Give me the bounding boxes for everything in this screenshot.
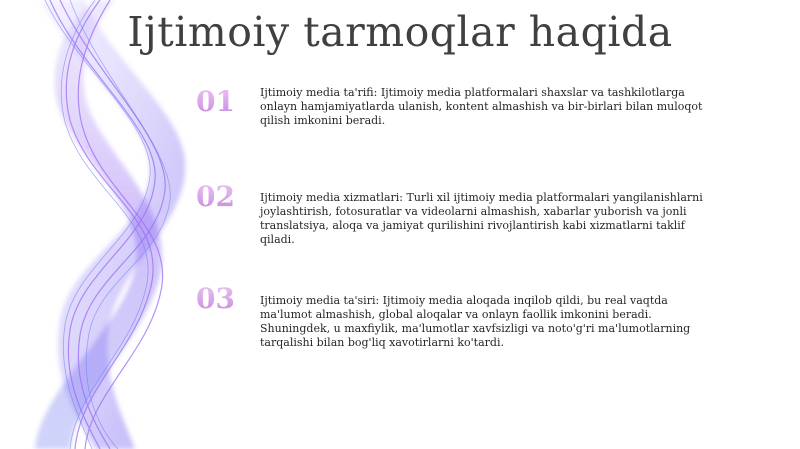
- item-number: 02: [196, 183, 242, 211]
- decorative-ribbon-graphic: [0, 0, 220, 449]
- item-number: 03: [196, 285, 242, 313]
- item-text: Ijtimoiy media ta'rifi: Ijtimoiy media platformalari shaxslar va tashkilotlarga onlayn hamjamiyatlarda ulanish, kontent almashish va bir-birlari bilan muloqot qilish imkonini beradi.: [260, 86, 703, 127]
- item-text: Ijtimoiy media xizmatlari: Turli xil ijtimoiy media platformalari yangilanishlarni joylashtirish, fotosuratlar va videolarni almashish, xabarlar yuborish va jonli translatsiya, aloqa va jamiyat qurilishini rivojlantirish kabi xizmatlarni taklif qiladi.: [260, 191, 703, 246]
- slide-title: Ijtimoiy tarmoqlar haqida: [127, 8, 673, 56]
- item-number: 01: [196, 88, 242, 116]
- item-text: Ijtimoiy media ta'siri: Ijtimoiy media aloqada inqilob qildi, bu real vaqtda ma'lumot almashish, global aloqalar va onlayn faollik imkonini beradi. Shuningdek, u maxfiylik, ma'lumotlar xavfsizligi va noto'g'ri ma'lumotlarning tarqalishi bilan bog'liq xavotirlarni ko'tardi.: [260, 294, 691, 349]
